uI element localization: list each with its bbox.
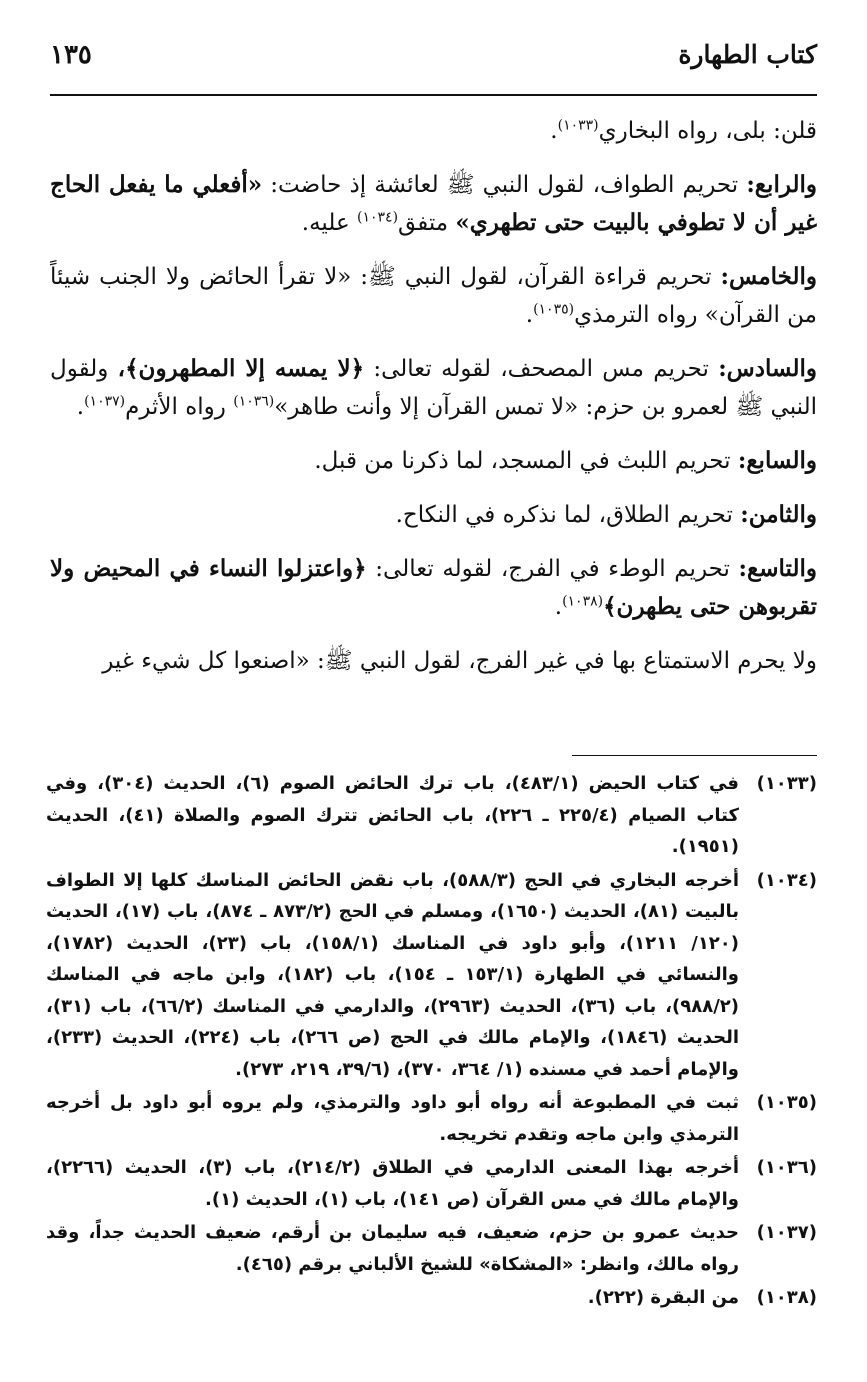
paragraph-7 [50, 550, 817, 626]
footnote-number: (١٠٣٧) [756, 1222, 817, 1243]
paragraph-after: ولقول النبي ﷺ لعمرو بن حزم: «لا تمس القرآن إلا وأنت طاهر» [50, 356, 817, 420]
footnote-ref[interactable]: (١٠٣٣) [557, 117, 599, 134]
quran-quote: ﴿لا يمسه إلا المطهرون﴾، [117, 355, 365, 382]
paragraph-tail: . [554, 594, 563, 620]
paragraph-text: تحريم مس المصحف، لقوله تعالى: [373, 356, 709, 382]
paragraph-8 [50, 642, 817, 680]
paragraph-text: تحريم قراءة القرآن، لقول النبي ﷺ: «لا تقرأ الحائض ولا الجنب شيئاً من القرآن» رواه الترمذي [50, 264, 817, 328]
chapter-title: كتاب الطهارة [678, 40, 817, 69]
footnote-ref[interactable]: (١٠٣٤) [357, 209, 399, 226]
footnote-1038 [46, 1282, 817, 1314]
footnote-text: حديث عمرو بن حزم، ضعيف، فيه سليمان بن أرقم، ضعيف الحديث جداً، وقد رواه مالك، وانظر: «المشكاة» للشيخ الألباني برقم (٤٦٥). [46, 1222, 739, 1275]
footnote-number: (١٠٣٣) [756, 773, 817, 794]
paragraph-lead: والرابع: [746, 171, 818, 198]
footnote-rule [572, 755, 817, 756]
paragraph-lead: والثامن: [740, 501, 817, 528]
paragraph-4 [50, 350, 817, 426]
footnote-text: أخرجه بهذا المعنى الدارمي في الطلاق (٢١٤/٢)، باب (٣)، الحديث (٢٢٦٦)، والإمام مالك في مس القرآن (ص ١٤١)، باب (١)، الحديث (١). [46, 1157, 739, 1210]
footnote-text: في كتاب الحيض (٤٨٣/١)، باب ترك الحائض الصوم (٦)، الحديث (٣٠٤)، وفي كتاب الصيام (٢٢٥/٤ ـ ٢٢٦)، باب الحائض تترك الصوم والصلاة (٤١)، الحديث (١٩٥١). [46, 773, 739, 857]
paragraph-text: قلن: بلى، رواه البخاري [598, 118, 817, 144]
paragraph-tail: عليه. [301, 210, 350, 236]
header-rule [50, 94, 817, 96]
paragraph-text: ولا يحرم الاستمتاع بها في غير الفرج، لقول النبي ﷺ: «اصنعوا كل شيء غير [102, 648, 817, 674]
main-text [50, 112, 817, 696]
footnote-ref[interactable]: (١٠٣٧) [84, 393, 126, 410]
paragraph-lead: والتاسع: [738, 555, 818, 582]
paragraph-5 [50, 442, 817, 480]
paragraph-tail: . [550, 118, 558, 144]
footnote-number: (١٠٣٤) [756, 869, 817, 891]
paragraph-6 [50, 496, 817, 534]
footnote-text: ثبت في المطبوعة أنه رواه أبو داود والترمذي، ولم يروه أبو داود بل أخرجه الترمذي وابن ماجه وتقدم تخريجه. [46, 1092, 739, 1145]
paragraph-3 [50, 258, 817, 334]
paragraph-tail: . [525, 302, 534, 328]
quran-quote: ﴿واعتزلوا النساء في المحيض ولا تقربوهن حتى يطهرن﴾ [50, 555, 817, 620]
paragraph-2 [50, 166, 817, 242]
hadith-quote: «أفعلي ما يفعل الحاج غير أن لا تطوفي بالبيت حتى تطهري» [50, 171, 817, 236]
footnote-number: (١٠٣٦) [756, 1157, 817, 1178]
paragraph-text: تحريم الطواف، لقول النبي ﷺ لعائشة إذ حاضت: [270, 172, 739, 198]
footnote-text: من البقرة (٢٢٢). [587, 1287, 739, 1308]
paragraph-after-2: رواه الأثرم [125, 394, 226, 420]
paragraph-lead: والسابع: [737, 447, 817, 474]
paragraph-after: متفق [398, 210, 449, 236]
paragraph-text: تحريم اللبث في المسجد، لما ذكرنا من قبل. [314, 448, 731, 474]
page-number: ١٣٥ [50, 40, 92, 70]
paragraph-lead: والخامس: [720, 263, 817, 290]
footnote-ref[interactable]: (١٠٣٥) [533, 301, 575, 318]
footnote-1036 [46, 1152, 817, 1215]
footnote-ref[interactable]: (١٠٣٦) [233, 393, 275, 410]
page-header [50, 40, 817, 84]
paragraph-lead: والسادس: [718, 355, 818, 382]
paragraph-tail: . [76, 394, 85, 420]
footnote-1037 [46, 1217, 817, 1280]
footnote-number: (١٠٣٨) [756, 1287, 817, 1308]
footnote-ref[interactable]: (١٠٣٨) [562, 593, 604, 610]
footnote-1033 [46, 768, 817, 863]
paragraph-text: تحريم الوطء في الفرج، لقوله تعالى: [375, 556, 730, 582]
footnote-number: (١٠٣٥) [756, 1092, 817, 1113]
paragraph-1 [50, 112, 817, 150]
footnote-text: أخرجه البخاري في الحج (٥٨٨/٣)، باب نقض الحائض المناسك كلها إلا الطواف بالبيت (٨١)، الحديث (١٦٥٠)، ومسلم في الحج (٨٧٣/٢ ـ ٨٧٤)، باب (١٧)، الحديث (١٢٠/ ١٢١١)، وأبو داود في المناسك (١٥٨/١)، باب (٢٣)، الحديث (١٧٨٢)، والنسائي في الطهارة (١٥٣/١ ـ ١٥٤)، باب (١٨٢)، وابن ماجه في المناسك (٩٨٨/٢)، باب (٣٦)، الحديث (٢٩٦٣)، والدارمي في المناسك (٦٦/٢)، باب (٣١)، الحديث (١٨٤٦)، والإمام مالك في الحج (ص ٢٦٦)، باب (٢٢٤)، الحديث (٢٣٣)، والإمام أحمد في مسنده (١/ ٣٦٤، ٣٧٠)، (٣٩/٦، ٢١٩، ٢٧٣). [46, 869, 740, 1080]
footnote-1035 [46, 1087, 817, 1150]
paragraph-text: تحريم الطلاق، لما نذكره في النكاح. [395, 502, 733, 528]
footnote-1034 [46, 865, 817, 1086]
footnotes [46, 768, 817, 1316]
